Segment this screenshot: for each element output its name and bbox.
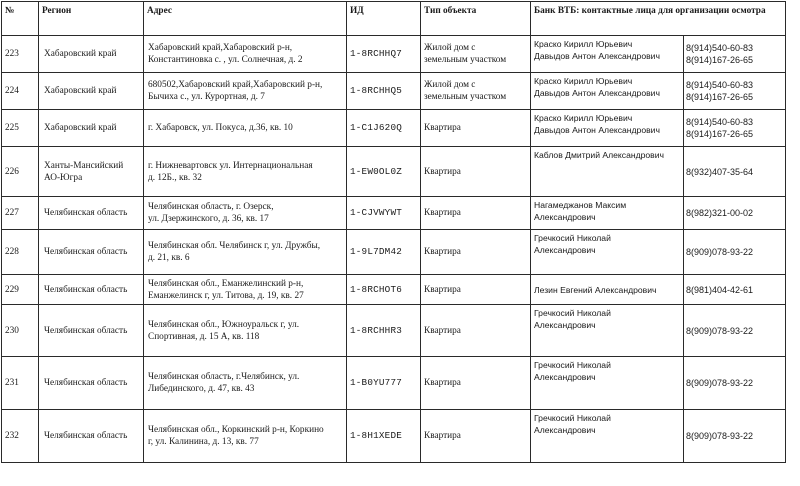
- cell-object-id-text: 1-9L7DM42: [350, 246, 403, 257]
- cell-object-type-line: Жилой дом с: [424, 80, 476, 90]
- cell-region: [39, 73, 144, 110]
- cell-phones-line: 8(982)321-00-02: [686, 208, 754, 218]
- col-header-address: Адрес: [144, 2, 347, 36]
- cell-object-id-text: 1-B0YU777: [350, 377, 403, 388]
- cell-object-type: [421, 230, 531, 275]
- col-header-contacts: Банк ВТБ: контактные лица для организации осмотра: [531, 2, 786, 36]
- cell-number-text: 232: [5, 431, 19, 441]
- cell-phones-line: 8(909)078-93-22: [686, 247, 754, 257]
- table-row: [2, 275, 786, 305]
- cell-object-id-text: 1-8RCHHQ7: [350, 48, 403, 59]
- cell-contact-persons: [531, 147, 684, 197]
- cell-address-line: д. 21, кв. 6: [148, 253, 190, 263]
- cell-address-line: Хабаровский край,Хабаровский р-н,: [148, 43, 293, 53]
- cell-contact-persons: [531, 73, 684, 110]
- cell-region: [39, 275, 144, 305]
- cell-phones: [684, 357, 786, 410]
- cell-address-line: Челябинская обл., Еманжелинский р-н,: [148, 278, 304, 289]
- cell-object-id-text: 1-8RCHHQ5: [350, 85, 403, 96]
- cell-address: [144, 275, 347, 305]
- properties-table: [1, 1, 786, 463]
- cell-address-line: Еманжелинск г, ул. Титова, д. 19, кв. 27: [148, 290, 304, 301]
- table-row: [2, 36, 786, 73]
- cell-contact-persons-line: Краско Кирилл Юрьевич: [534, 113, 633, 123]
- cell-region-line: Челябинская область: [44, 284, 128, 295]
- cell-region-line: Хабаровский край: [44, 86, 117, 96]
- table-row: [2, 147, 786, 197]
- cell-address: [144, 147, 347, 197]
- cell-contact-persons-line: Краско Кирилл Юрьевич: [534, 76, 633, 86]
- cell-address-line: Либединского, д. 47, кв. 43: [148, 384, 255, 394]
- cell-address-line: Константиновка с. , ул. Солнечная, д. 2: [148, 55, 303, 65]
- cell-region-line: Челябинская область: [44, 378, 128, 388]
- table-row: [2, 410, 786, 463]
- cell-region-line: Челябинская область: [44, 247, 128, 257]
- cell-number: [2, 305, 39, 357]
- cell-region-line: АО-Югра: [44, 172, 83, 183]
- cell-phones-line: 8(909)078-93-22: [686, 378, 754, 388]
- cell-object-id: [347, 147, 421, 197]
- table-row: [2, 73, 786, 110]
- cell-contact-persons-line: Каблов Дмитрий Александрович: [534, 150, 665, 160]
- cell-address-line: Спортивная, д. 15 А, кв. 118: [148, 331, 260, 342]
- cell-phones-line: 8(914)540-60-83: [686, 117, 754, 127]
- cell-object-type: [421, 410, 531, 463]
- cell-region: [39, 357, 144, 410]
- cell-number-text: 231: [5, 378, 19, 388]
- cell-address-line: Челябинская область, г.Челябинск, ул.: [148, 372, 300, 382]
- cell-region-line: Хабаровский край: [44, 123, 117, 133]
- cell-object-type: [421, 275, 531, 305]
- cell-object-type-line: Квартира: [424, 431, 461, 441]
- cell-contact-persons-line: Давыдов Антон Александрович: [534, 125, 660, 135]
- cell-address: [144, 357, 347, 410]
- cell-address-line: д. 12Б., кв. 32: [148, 172, 202, 183]
- cell-object-id: [347, 230, 421, 275]
- cell-contact-persons: [531, 305, 684, 357]
- cell-contact-persons-line: Александрович: [534, 320, 596, 330]
- cell-object-type-line: Квартира: [424, 325, 461, 336]
- cell-contact-persons-line: Краско Кирилл Юрьевич: [534, 39, 633, 49]
- cell-number: [2, 73, 39, 110]
- cell-number-text: 228: [5, 247, 19, 257]
- cell-number: [2, 275, 39, 305]
- cell-phones: [684, 410, 786, 463]
- cell-phones: [684, 147, 786, 197]
- cell-contact-persons: [531, 410, 684, 463]
- cell-object-id: [347, 73, 421, 110]
- cell-object-type-line: Квартира: [424, 123, 461, 133]
- cell-phones-line: 8(909)078-93-22: [686, 431, 754, 441]
- cell-region-line: Хабаровский край: [44, 49, 117, 59]
- cell-region-line: Челябинская область: [44, 208, 128, 218]
- cell-object-type: [421, 73, 531, 110]
- cell-contact-persons-line: Александрович: [534, 372, 596, 382]
- cell-number-text: 227: [5, 208, 19, 218]
- col-header-id: ИД: [347, 2, 421, 36]
- cell-object-id: [347, 305, 421, 357]
- cell-contact-persons: [531, 110, 684, 147]
- cell-region: [39, 197, 144, 230]
- cell-number: [2, 36, 39, 73]
- cell-region-line: Ханты-Мансийский: [44, 160, 124, 171]
- cell-address-line: ул. Дзержинского, д. 36, кв. 17: [148, 214, 269, 224]
- cell-phones-line: 8(914)167-26-65: [686, 92, 754, 102]
- cell-address-line: Челябинская обл., Коркинский р-н, Коркино: [148, 425, 324, 435]
- cell-object-id-text: 1-8H1XEDE: [350, 430, 403, 441]
- col-header-region: Регион: [39, 2, 144, 36]
- cell-contact-persons-line: Гречкосий Николай: [534, 360, 611, 370]
- cell-address-line: Челябинская обл., Южноуральск г, ул.: [148, 319, 300, 330]
- cell-object-type-line: Квартира: [424, 208, 461, 218]
- cell-address-line: г, ул. Калинина, д. 13, кв. 77: [148, 437, 259, 447]
- cell-object-id-text: 1-8RCHOT6: [350, 283, 403, 295]
- cell-address-line: 680502,Хабаровский край,Хабаровский р-н,: [148, 80, 323, 90]
- col-header-type: Тип объекта: [421, 2, 531, 36]
- table-row: [2, 357, 786, 410]
- cell-object-id-text: 1-CJVWYWT: [350, 207, 403, 218]
- cell-object-id-text: 1-EW0OL0Z: [350, 165, 403, 177]
- cell-region: [39, 36, 144, 73]
- cell-object-type: [421, 36, 531, 73]
- cell-contact-persons: [531, 275, 684, 305]
- cell-contact-persons: [531, 36, 684, 73]
- cell-contact-persons-line: Александрович: [534, 212, 596, 222]
- table-row: [2, 197, 786, 230]
- cell-object-type: [421, 147, 531, 197]
- cell-contact-persons-line: Лезин Евгений Александрович: [534, 284, 657, 295]
- cell-object-type-line: Квартира: [424, 166, 461, 177]
- cell-object-id: [347, 110, 421, 147]
- cell-address: [144, 197, 347, 230]
- cell-object-type: [421, 110, 531, 147]
- cell-region: [39, 147, 144, 197]
- cell-object-id: [347, 275, 421, 305]
- cell-object-type-line: Квартира: [424, 247, 461, 257]
- table-body: [2, 36, 786, 463]
- table-row: [2, 230, 786, 275]
- cell-object-id: [347, 357, 421, 410]
- cell-number-text: 226: [5, 166, 19, 177]
- cell-phones-line: 8(914)540-60-83: [686, 43, 754, 53]
- cell-address: [144, 73, 347, 110]
- table-row: [2, 110, 786, 147]
- cell-phones: [684, 73, 786, 110]
- cell-object-type-line: земельным участком: [424, 55, 507, 65]
- cell-address-line: Челябинская область, г. Озерск,: [148, 202, 274, 212]
- cell-number-text: 225: [5, 123, 19, 133]
- cell-address-line: Бычиха с., ул. Курортная, д. 7: [148, 92, 265, 102]
- cell-object-id: [347, 410, 421, 463]
- cell-phones-line: 8(914)167-26-65: [686, 55, 754, 65]
- cell-number: [2, 147, 39, 197]
- cell-phones: [684, 197, 786, 230]
- table-header-row: [2, 2, 786, 36]
- cell-object-type-line: Квартира: [424, 284, 461, 295]
- cell-region: [39, 110, 144, 147]
- cell-contact-persons: [531, 357, 684, 410]
- cell-address: [144, 110, 347, 147]
- cell-contact-persons-line: Александрович: [534, 425, 596, 435]
- cell-contact-persons-line: Гречкосий Николай: [534, 413, 611, 423]
- cell-contact-persons: [531, 230, 684, 275]
- cell-phones-line: 8(914)540-60-83: [686, 80, 754, 90]
- cell-number: [2, 197, 39, 230]
- cell-object-type-line: Жилой дом с: [424, 43, 476, 53]
- cell-phones-line: 8(914)167-26-65: [686, 129, 754, 139]
- cell-address: [144, 410, 347, 463]
- cell-number-text: 230: [5, 325, 19, 336]
- cell-phones: [684, 230, 786, 275]
- cell-address-line: г. Нижневартовск ул. Интернациональная: [148, 160, 313, 171]
- cell-phones: [684, 305, 786, 357]
- cell-phones-line: 8(932)407-35-64: [686, 166, 754, 177]
- cell-object-type: [421, 197, 531, 230]
- cell-address: [144, 305, 347, 357]
- cell-object-id-text: 1-8RCHHR3: [350, 324, 403, 336]
- cell-region: [39, 230, 144, 275]
- cell-address-line: г. Хабаровск, ул. Покуса, д.36, кв. 10: [148, 123, 293, 133]
- cell-contact-persons-line: Гречкосий Николай: [534, 233, 611, 243]
- cell-contact-persons-line: Давыдов Антон Александрович: [534, 51, 660, 61]
- cell-contact-persons-line: Давыдов Антон Александрович: [534, 88, 660, 98]
- cell-object-type-line: земельным участком: [424, 92, 507, 102]
- cell-object-type-line: Квартира: [424, 378, 461, 388]
- cell-region: [39, 410, 144, 463]
- cell-phones: [684, 110, 786, 147]
- cell-address: [144, 230, 347, 275]
- cell-phones-line: 8(909)078-93-22: [686, 325, 754, 336]
- cell-number: [2, 357, 39, 410]
- cell-object-type: [421, 357, 531, 410]
- cell-region: [39, 305, 144, 357]
- table-row: [2, 305, 786, 357]
- cell-address-line: Челябинская обл. Челябинск г, ул. Дружбы,: [148, 241, 321, 251]
- cell-number: [2, 230, 39, 275]
- cell-phones: [684, 275, 786, 305]
- cell-number: [2, 410, 39, 463]
- cell-number-text: 229: [5, 284, 19, 295]
- cell-phones-line: 8(981)404-42-61: [686, 284, 754, 295]
- cell-phones: [684, 36, 786, 73]
- cell-number-text: 223: [5, 49, 19, 59]
- cell-contact-persons-line: Нагамеджанов Максим: [534, 200, 627, 210]
- cell-contact-persons: [531, 197, 684, 230]
- cell-number: [2, 110, 39, 147]
- cell-region-line: Челябинская область: [44, 431, 128, 441]
- cell-object-id-text: 1-C1J620Q: [350, 122, 403, 133]
- cell-object-id: [347, 197, 421, 230]
- cell-region-line: Челябинская область: [44, 325, 128, 336]
- cell-number-text: 224: [5, 86, 19, 96]
- cell-object-type: [421, 305, 531, 357]
- cell-address: [144, 36, 347, 73]
- cell-object-id: [347, 36, 421, 73]
- cell-contact-persons-line: Гречкосий Николай: [534, 308, 611, 318]
- col-header-num: №: [2, 2, 39, 36]
- cell-contact-persons-line: Александрович: [534, 245, 596, 255]
